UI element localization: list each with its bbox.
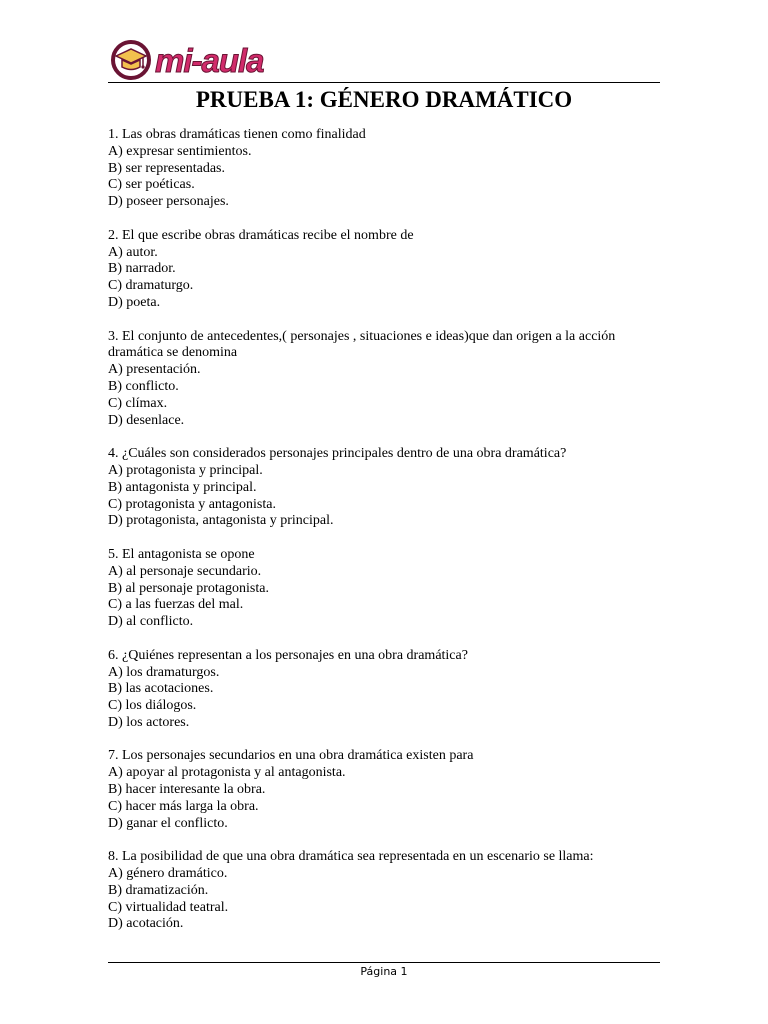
answer-option: A) los dramaturgos. bbox=[108, 664, 220, 680]
answer-option: D) poseer personajes. bbox=[108, 194, 229, 210]
question-text: 6. ¿Quiénes representan a los personajes en una obra dramática? bbox=[108, 647, 468, 663]
question-block bbox=[108, 228, 668, 312]
answer-option: D) acotación. bbox=[108, 916, 184, 932]
question-block bbox=[108, 446, 668, 530]
answer-option: D) protagonista, antagonista y principal. bbox=[108, 513, 334, 529]
graduation-cap-logo-icon bbox=[110, 39, 152, 81]
answer-option: B) dramatización. bbox=[108, 882, 209, 898]
answer-option: C) virtualidad teatral. bbox=[108, 899, 229, 915]
question-text: 2. El que escribe obras dramáticas recibe el nombre de bbox=[108, 227, 414, 243]
answer-option: A) protagonista y principal. bbox=[108, 462, 263, 478]
question-block bbox=[108, 648, 668, 732]
answer-option: C) clímax. bbox=[108, 395, 168, 411]
answer-option: B) conflicto. bbox=[108, 378, 179, 394]
answer-option: C) ser poéticas. bbox=[108, 177, 195, 193]
answer-option: A) género dramático. bbox=[108, 866, 228, 882]
answer-option: B) narrador. bbox=[108, 261, 176, 277]
answer-option: B) las acotaciones. bbox=[108, 681, 214, 697]
answer-option: C) a las fuerzas del mal. bbox=[108, 597, 244, 613]
answer-option: C) dramaturgo. bbox=[108, 278, 194, 294]
answer-option: A) autor. bbox=[108, 244, 158, 260]
answer-option: D) poeta. bbox=[108, 294, 161, 310]
question-list bbox=[108, 127, 668, 950]
answer-option: D) los actores. bbox=[108, 714, 190, 730]
page-number: Página 1 bbox=[360, 965, 408, 978]
answer-option: A) al personaje secundario. bbox=[108, 563, 262, 579]
answer-option: A) presentación. bbox=[108, 362, 201, 378]
question-text: 3. El conjunto de antecedentes,( personajes , situaciones e ideas)que dan origen a la acción dramática se denomina bbox=[108, 328, 616, 361]
answer-option: C) protagonista y antagonista. bbox=[108, 496, 276, 512]
answer-option: B) antagonista y principal. bbox=[108, 479, 257, 495]
question-block bbox=[108, 329, 668, 430]
question-text: 5. El antagonista se opone bbox=[108, 546, 255, 562]
footer-divider bbox=[108, 962, 660, 963]
logo-wordmark: mi-aula bbox=[155, 41, 264, 79]
answer-option: D) ganar el conflicto. bbox=[108, 815, 228, 831]
answer-option: B) hacer interesante la obra. bbox=[108, 782, 266, 798]
question-text: 1. Las obras dramáticas tienen como finalidad bbox=[108, 127, 366, 142]
brand-logo bbox=[110, 38, 264, 82]
answer-option: D) al conflicto. bbox=[108, 614, 194, 630]
question-block bbox=[108, 748, 668, 832]
question-block bbox=[108, 849, 668, 933]
page-title: PRUEBA 1: GÉNERO DRAMÁTICO bbox=[195, 87, 573, 112]
answer-option: B) al personaje protagonista. bbox=[108, 580, 269, 596]
header-divider bbox=[108, 82, 660, 83]
answer-option: C) hacer más larga la obra. bbox=[108, 798, 259, 814]
question-text: 7. Los personajes secundarios en una obra dramática existen para bbox=[108, 748, 474, 764]
question-block bbox=[108, 127, 668, 211]
answer-option: A) expresar sentimientos. bbox=[108, 143, 252, 159]
question-text: 8. La posibilidad de que una obra dramática sea representada en un escenario se llama: bbox=[108, 849, 594, 865]
answer-option: C) los diálogos. bbox=[108, 698, 197, 714]
answer-option: D) desenlace. bbox=[108, 412, 185, 428]
question-block bbox=[108, 547, 668, 631]
question-text: 4. ¿Cuáles son considerados personajes principales dentro de una obra dramática? bbox=[108, 446, 567, 462]
answer-option: B) ser representadas. bbox=[108, 160, 226, 176]
answer-option: A) apoyar al protagonista y al antagonista. bbox=[108, 765, 346, 781]
